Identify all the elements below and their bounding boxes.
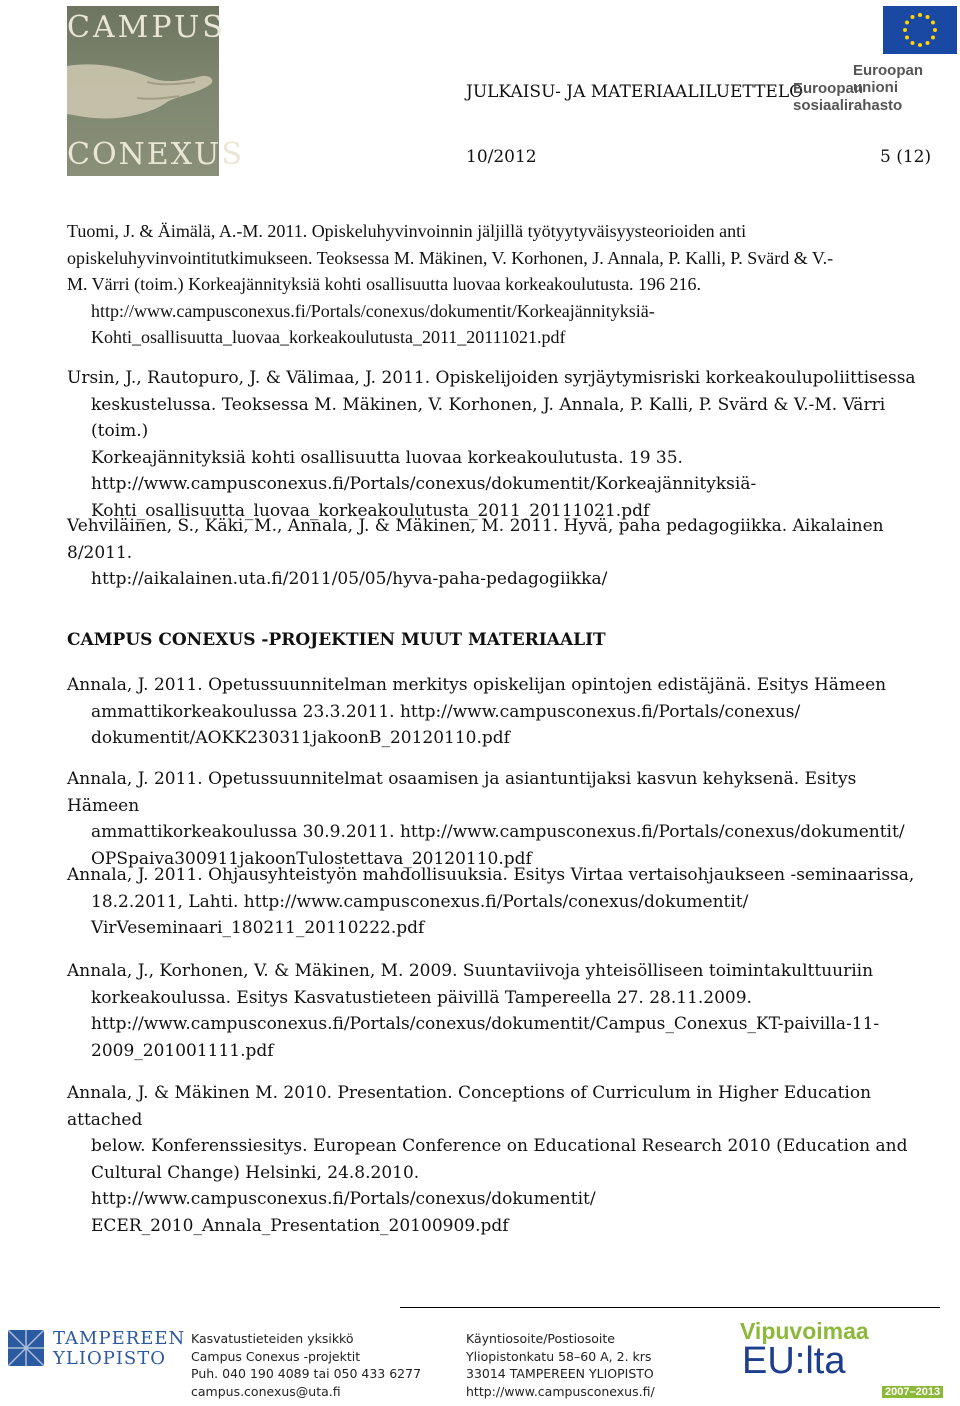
footer-project: Campus Conexus -projektit: [191, 1348, 361, 1364]
eu-flag-icon: [883, 6, 957, 54]
footer-website-link[interactable]: http://www.campusconexus.fi/: [466, 1383, 655, 1399]
reference-entry: [67, 958, 927, 1064]
document-title: JULKAISU- JA MATERIAALILUETTELO: [466, 82, 804, 102]
reference-entry: [67, 672, 927, 752]
eu-star-icon: [933, 28, 937, 32]
entry-link[interactable]: http://www.campusconexus.fi/Portals/conexus/dokumentit/Korkeajännityksiä-: [91, 300, 655, 321]
vipu-years: 2007–2013: [882, 1386, 943, 1398]
eu-star-icon: [931, 36, 935, 40]
entry-link[interactable]: http://aikalainen.uta.fi/2011/05/05/hyva-paha-pedagogiikka/: [91, 569, 608, 589]
university-emblem-icon: [6, 1328, 46, 1368]
footer-phone: Puh. 040 190 4089 tai 050 433 6277: [191, 1366, 422, 1381]
logo-word-conexus: CONEXUS: [67, 137, 244, 172]
footer-postal: 33014 TAMPEREEN YLIOPISTO: [466, 1366, 654, 1381]
eu-star-icon: [931, 21, 935, 25]
entry-line: opiskeluhyvinvointitutkimukseen. Teoksessa M. Mäkinen, V. Korhonen, J. Annala, P. Kalli, P. Svärd & V.-: [67, 247, 834, 268]
entry-line[interactable]: ammattikorkeakoulussa 30.9.2011. http://www.campusconexus.fi/Portals/conexus/dokumentit/: [91, 822, 905, 842]
entry-line[interactable]: 18.2.2011, Lahti. http://www.campusconexus.fi/Portals/conexus/dokumentit/: [91, 891, 749, 912]
entry-line: Tuomi, J. & Äimälä, A.-M. 2011. Opiskeluhyvinvoinnin jäljillä työtyytyväisyysteorioiden anti: [67, 221, 747, 241]
vipu-eu-text: EU:lta: [742, 1340, 846, 1382]
eu-star-icon: [911, 15, 915, 19]
footer-email-link[interactable]: campus.conexus@uta.fi: [191, 1383, 341, 1399]
reference-entry: [67, 766, 927, 872]
entry-link[interactable]: http://www.campusconexus.fi/Portals/conexus/dokumentit/Campus_Conexus_KT-paivilla-11-: [91, 1014, 880, 1034]
eu-social-fund-label: Euroopan sosiaalirahasto: [793, 80, 903, 114]
entry-line: M. Värri (toim.) Korkeajännityksiä kohti osallisuutta luovaa korkeakoulutusta. 196 216.: [67, 274, 702, 294]
entry-link[interactable]: ECER_2010_Annala_Presentation_20100909.pdf: [91, 1215, 509, 1236]
reference-entry: [67, 513, 927, 593]
footer-contact-column: [191, 1330, 421, 1400]
eu-star-icon: [905, 36, 909, 40]
entry-line: Korkeajännityksiä kohti osallisuutta luovaa korkeakoulutusta. 19 35.: [91, 447, 683, 468]
entry-line: keskustelussa. Teoksessa M. Mäkinen, V. Korhonen, J. Annala, P. Kalli, P. Svärd & V.-M. Värri (toim.): [91, 394, 886, 441]
entry-line: korkeakoulussa. Esitys Kasvatustieteen päivillä Tampereella 27. 28.11.2009.: [91, 987, 752, 1008]
tampere-university-logo: [6, 1328, 186, 1369]
eu-star-icon: [926, 41, 930, 45]
entry-line[interactable]: Cultural Change) Helsinki, 24.8.2010. http://www.campusconexus.fi/Portals/conexus/dokumentit/: [91, 1162, 596, 1209]
reference-entry: [67, 218, 927, 351]
vipuvoimaa-eu-logo: [740, 1318, 950, 1403]
entry-line: Annala, J. 2011. Opetussuunnitelman merkitys opiskelijan opintojen edistäjänä. Esitys Hämeen: [67, 675, 887, 695]
eu-union-label: Euroopan unioni: [853, 62, 923, 96]
entry-link[interactable]: Kohti_osallisuutta_luovaa_korkeakoulutusta_2011_20111021.pdf: [91, 327, 566, 347]
entry-link[interactable]: 2009_201001111.pdf: [91, 1040, 274, 1061]
eu-star-icon: [918, 13, 922, 17]
footer-address-column: [466, 1330, 655, 1400]
footer-address-label: Käyntiosoite/Postiosoite: [466, 1331, 615, 1346]
eu-star-icon: [926, 15, 930, 19]
vipu-title: Vipuvoimaa: [740, 1318, 869, 1344]
entry-line[interactable]: ammattikorkeakoulussa 23.3.2011. http://www.campusconexus.fi/Portals/conexus/: [91, 701, 801, 722]
entry-line: below. Konferenssiesitys. European Conference on Educational Research 2010 (Education and: [91, 1136, 908, 1156]
entry-line: Vehviläinen, S., Käki, M., Annala, J. & Mäkinen, M. 2011. Hyvä, paha pedagogiikka. Aikalainen 8/2011.: [67, 516, 884, 563]
document-date: 10/2012: [466, 147, 537, 167]
section-heading: CAMPUS CONEXUS -PROJEKTIEN MUUT MATERIAALIT: [67, 630, 606, 650]
eu-star-icon: [905, 21, 909, 25]
campus-conexus-logo: [67, 6, 244, 176]
entry-link[interactable]: OPSpaiva300911jakoonTulostettava_20120110.pdf: [91, 848, 532, 869]
eu-star-icon: [903, 28, 907, 32]
eu-star-icon: [918, 43, 922, 47]
logo-word-campus: CAMPUS: [67, 10, 226, 45]
entry-line: Annala, J. & Mäkinen M. 2010. Presentation. Conceptions of Curriculum in Higher Education attached: [67, 1083, 872, 1130]
entry-line: Ursin, J., Rautopuro, J. & Välimaa, J. 2011. Opiskelijoiden syrjäytymisriski korkeakoulupoliittisessa: [67, 368, 916, 388]
page-number: 5 (12): [880, 147, 932, 167]
reference-entry: [67, 1080, 927, 1239]
footer-street: Yliopistonkatu 58–60 A, 2. krs: [466, 1348, 652, 1364]
eu-star-icon: [911, 41, 915, 45]
entry-link[interactable]: Kohti_osallisuutta_luovaa_korkeakoulutusta_2011_20111021.pdf: [91, 500, 650, 521]
entry-line: Annala, J. 2011. Ohjausyhteistyön mahdollisuuksia. Esitys Virtaa vertaisohjaukseen -seminaarissa,: [67, 865, 915, 885]
reference-entry: [67, 365, 927, 524]
entry-link[interactable]: VirVeseminaari_180211_20110222.pdf: [91, 918, 425, 938]
footer-divider: [400, 1307, 940, 1308]
university-name-line2: YLIOPISTO: [53, 1348, 167, 1369]
entry-line: Annala, J., Korhonen, V. & Mäkinen, M. 2009. Suuntaviivoja yhteisölliseen toimintakulttuuriin: [67, 961, 874, 981]
entry-link[interactable]: dokumentit/AOKK230311jakoonB_20120110.pdf: [91, 728, 510, 748]
footer-unit: Kasvatustieteiden yksikkö: [191, 1331, 354, 1346]
reference-entry: [67, 862, 927, 942]
entry-line: Annala, J. 2011. Opetussuunnitelmat osaamisen ja asiantuntijaksi kasvun kehyksenä. Esitys Hämeen: [67, 769, 857, 816]
university-name-line1: TAMPEREEN: [53, 1328, 186, 1349]
entry-link[interactable]: http://www.campusconexus.fi/Portals/conexus/dokumentit/Korkeajännityksiä-: [91, 474, 757, 494]
